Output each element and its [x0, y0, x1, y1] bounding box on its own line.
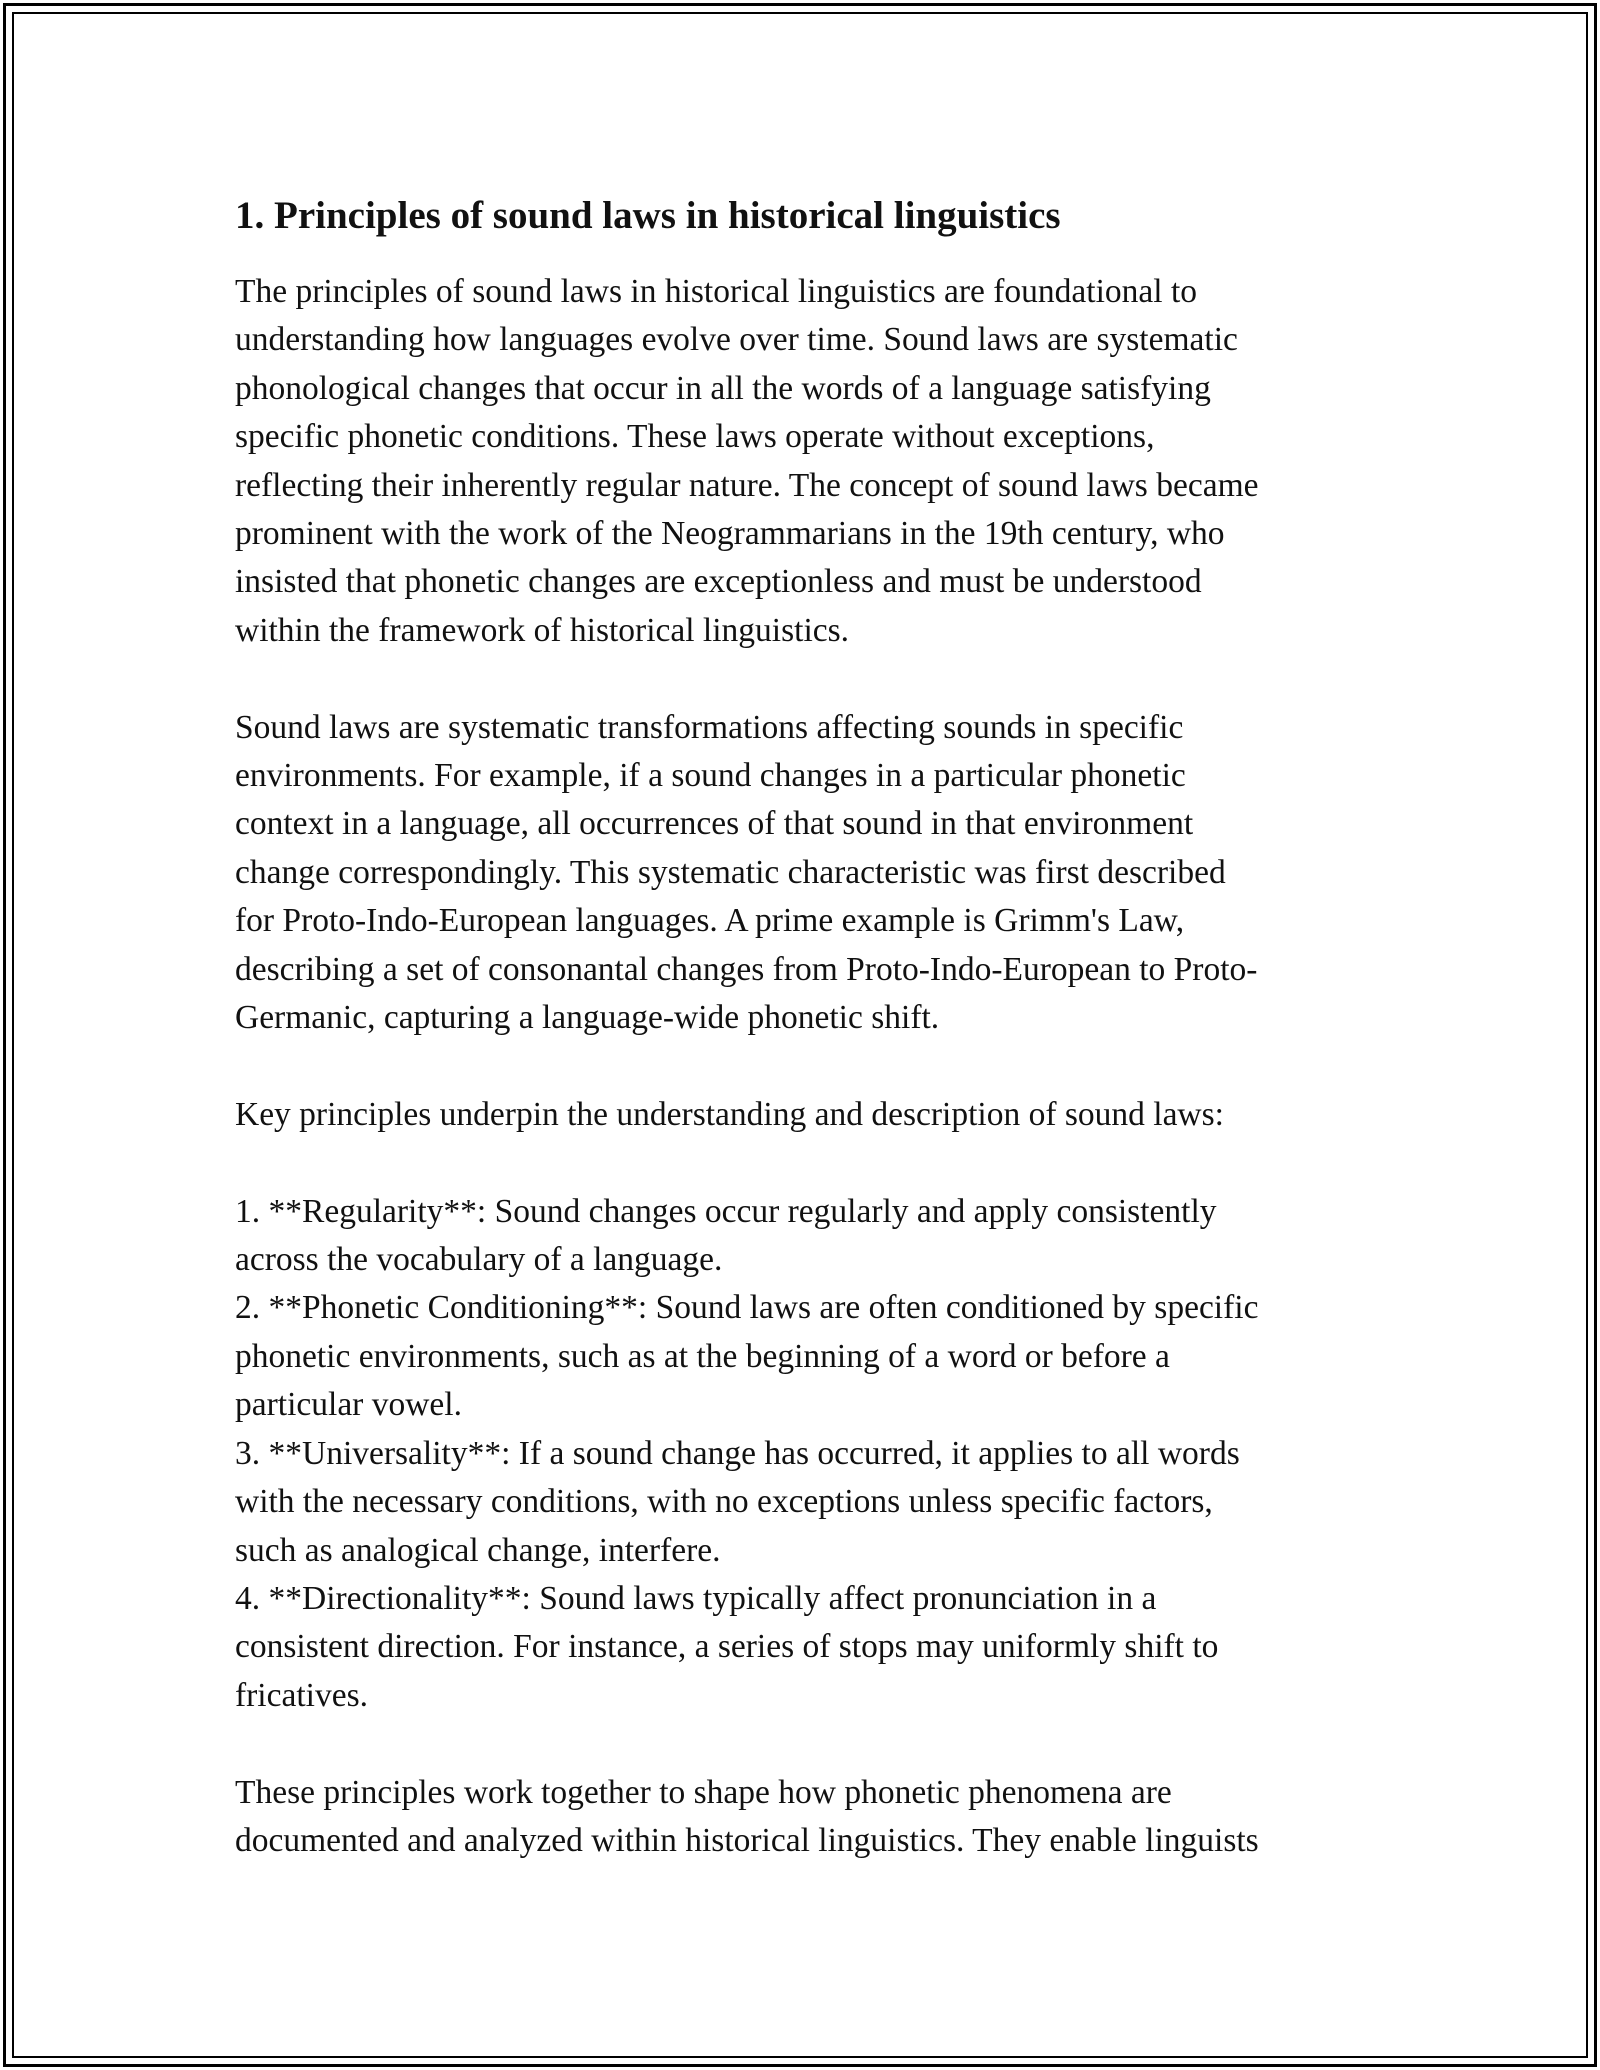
principle-phonetic-conditioning: 2. **Phonetic Conditioning**: Sound laws are often conditioned by specific phonetic environments, such as at the beginning of a word or before a particular vowel.: [235, 1289, 1259, 1424]
paragraph-closing: These principles work together to shape how phonetic phenomena are documented and analyzed within historical linguistics. They enable linguists: [235, 1773, 1259, 1859]
principle-directionality: 4. **Directionality**: Sound laws typically affect pronunciation in a consistent direction. For instance, a series of stops may uniformly shift to fricatives.: [235, 1579, 1219, 1714]
section-heading: 1. Principles of sound laws in historical linguistics: [235, 194, 1061, 237]
paragraph-intro: The principles of sound laws in historical linguistics are foundational to understanding how languages evolve over time. Sound laws are systematic phonological changes that occur in all the words of a language satisfying specific phonetic conditions. These laws operate without exceptions, reflecting their inherently regular nature. The concept of sound laws became prominent with the work of the Neogrammarians in the 19th century, who insisted that phonetic changes are exceptionless and must be understood within the framework of historical linguistics.: [235, 273, 1259, 649]
paragraph-key-principles: Key principles underpin the understanding and description of sound laws:: [235, 1095, 1224, 1133]
body-text: [235, 268, 1375, 1865]
principle-regularity: 1. **Regularity**: Sound changes occur regularly and apply consistently across the vocabulary of a language.: [235, 1192, 1217, 1279]
principle-universality: 3. **Universality**: If a sound change has occurred, it applies to all words with the necessary conditions, with no exceptions unless specific factors, such as analogical change, interfere.: [235, 1434, 1240, 1569]
principles-list: [235, 1188, 1375, 1720]
paragraph-sound-laws: Sound laws are systematic transformations affecting sounds in specific environments. For example, if a sound changes in a particular phonetic context in a language, all occurrences of that sound in that environment change correspondingly. This systematic characteristic was first described for Proto-Indo-European languages. A prime example is Grimm's Law, describing a set of consonantal changes from Proto-Indo-European to Proto- Germanic, capturing a language-wide phonetic shift.: [235, 708, 1258, 1037]
document-body: [235, 186, 1375, 1865]
